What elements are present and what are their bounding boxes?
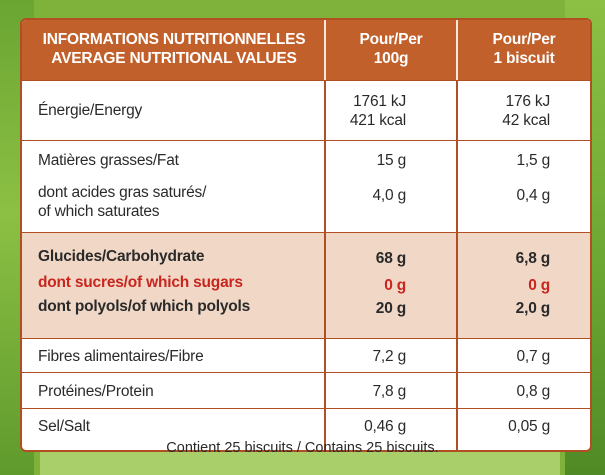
saturates-label-line1: dont acides gras saturés/ [38,184,207,201]
saturates-per100: 4,0 g [372,187,406,204]
nutrition-table [20,18,592,452]
fat-label: Matières grasses/Fat [38,152,179,169]
salt-label: Sel/Salt [38,418,90,435]
header-col1-line2: 100g [373,50,409,67]
protein-label: Protéines/Protein [38,383,154,400]
sugars-per100: 0 g [384,277,406,294]
protein-perbiscuit: 0,8 g [516,383,550,400]
header-per-100g [326,30,456,68]
energy-per100-kcal: 421 kcal [349,112,406,129]
saturates-perbiscuit: 0,4 g [516,187,550,204]
salt-perbiscuit: 0,05 g [508,418,550,435]
fibre-perbiscuit: 0,7 g [516,348,550,365]
fat-per100: 15 g [376,152,406,169]
carbohydrate-per100: 68 g [375,250,406,267]
row-energy [22,80,590,140]
fibre-label: Fibres alimentaires/Fibre [38,348,204,365]
header-col2-line1: Pour/Per [492,31,556,48]
polyols-label: dont polyols/of which polyols [38,298,251,315]
table-header [22,20,590,80]
carbohydrate-perbiscuit: 6,8 g [515,250,550,267]
sugars-label: dont sucres/of which sugars [38,274,243,291]
row-label: Énergie/Energy [38,102,143,119]
header-title [28,30,320,68]
row-protein [22,372,590,408]
energy-perbiscuit-kcal: 42 kcal [502,112,550,129]
fat-perbiscuit: 1,5 g [516,152,550,169]
energy-perbiscuit-kj: 176 kJ [505,93,550,110]
protein-per100: 7,8 g [372,383,406,400]
header-title-en: AVERAGE NUTRITIONAL VALUES [51,50,297,67]
header-per-biscuit [458,30,590,68]
saturates-label-line2: of which saturates [38,203,160,220]
header-col2-line2: 1 biscuit [493,50,555,67]
salt-per100: 0,46 g [364,418,406,435]
row-fat-group [22,140,590,232]
polyols-per100: 20 g [375,300,406,317]
row-fibre [22,338,590,372]
fibre-per100: 7,2 g [372,348,406,365]
polyols-perbiscuit: 2,0 g [515,300,550,317]
header-col1-line1: Pour/Per [359,31,423,48]
energy-per100-kj: 1761 kJ [353,93,406,110]
header-title-fr: INFORMATIONS NUTRITIONNELLES [42,31,306,48]
carbohydrate-label: Glucides/Carbohydrate [38,248,205,265]
sugars-perbiscuit: 0 g [528,277,550,294]
package-contents-note: Contient 25 biscuits / Contains 25 biscuits. [166,440,439,456]
row-carbohydrate-group [22,232,590,338]
